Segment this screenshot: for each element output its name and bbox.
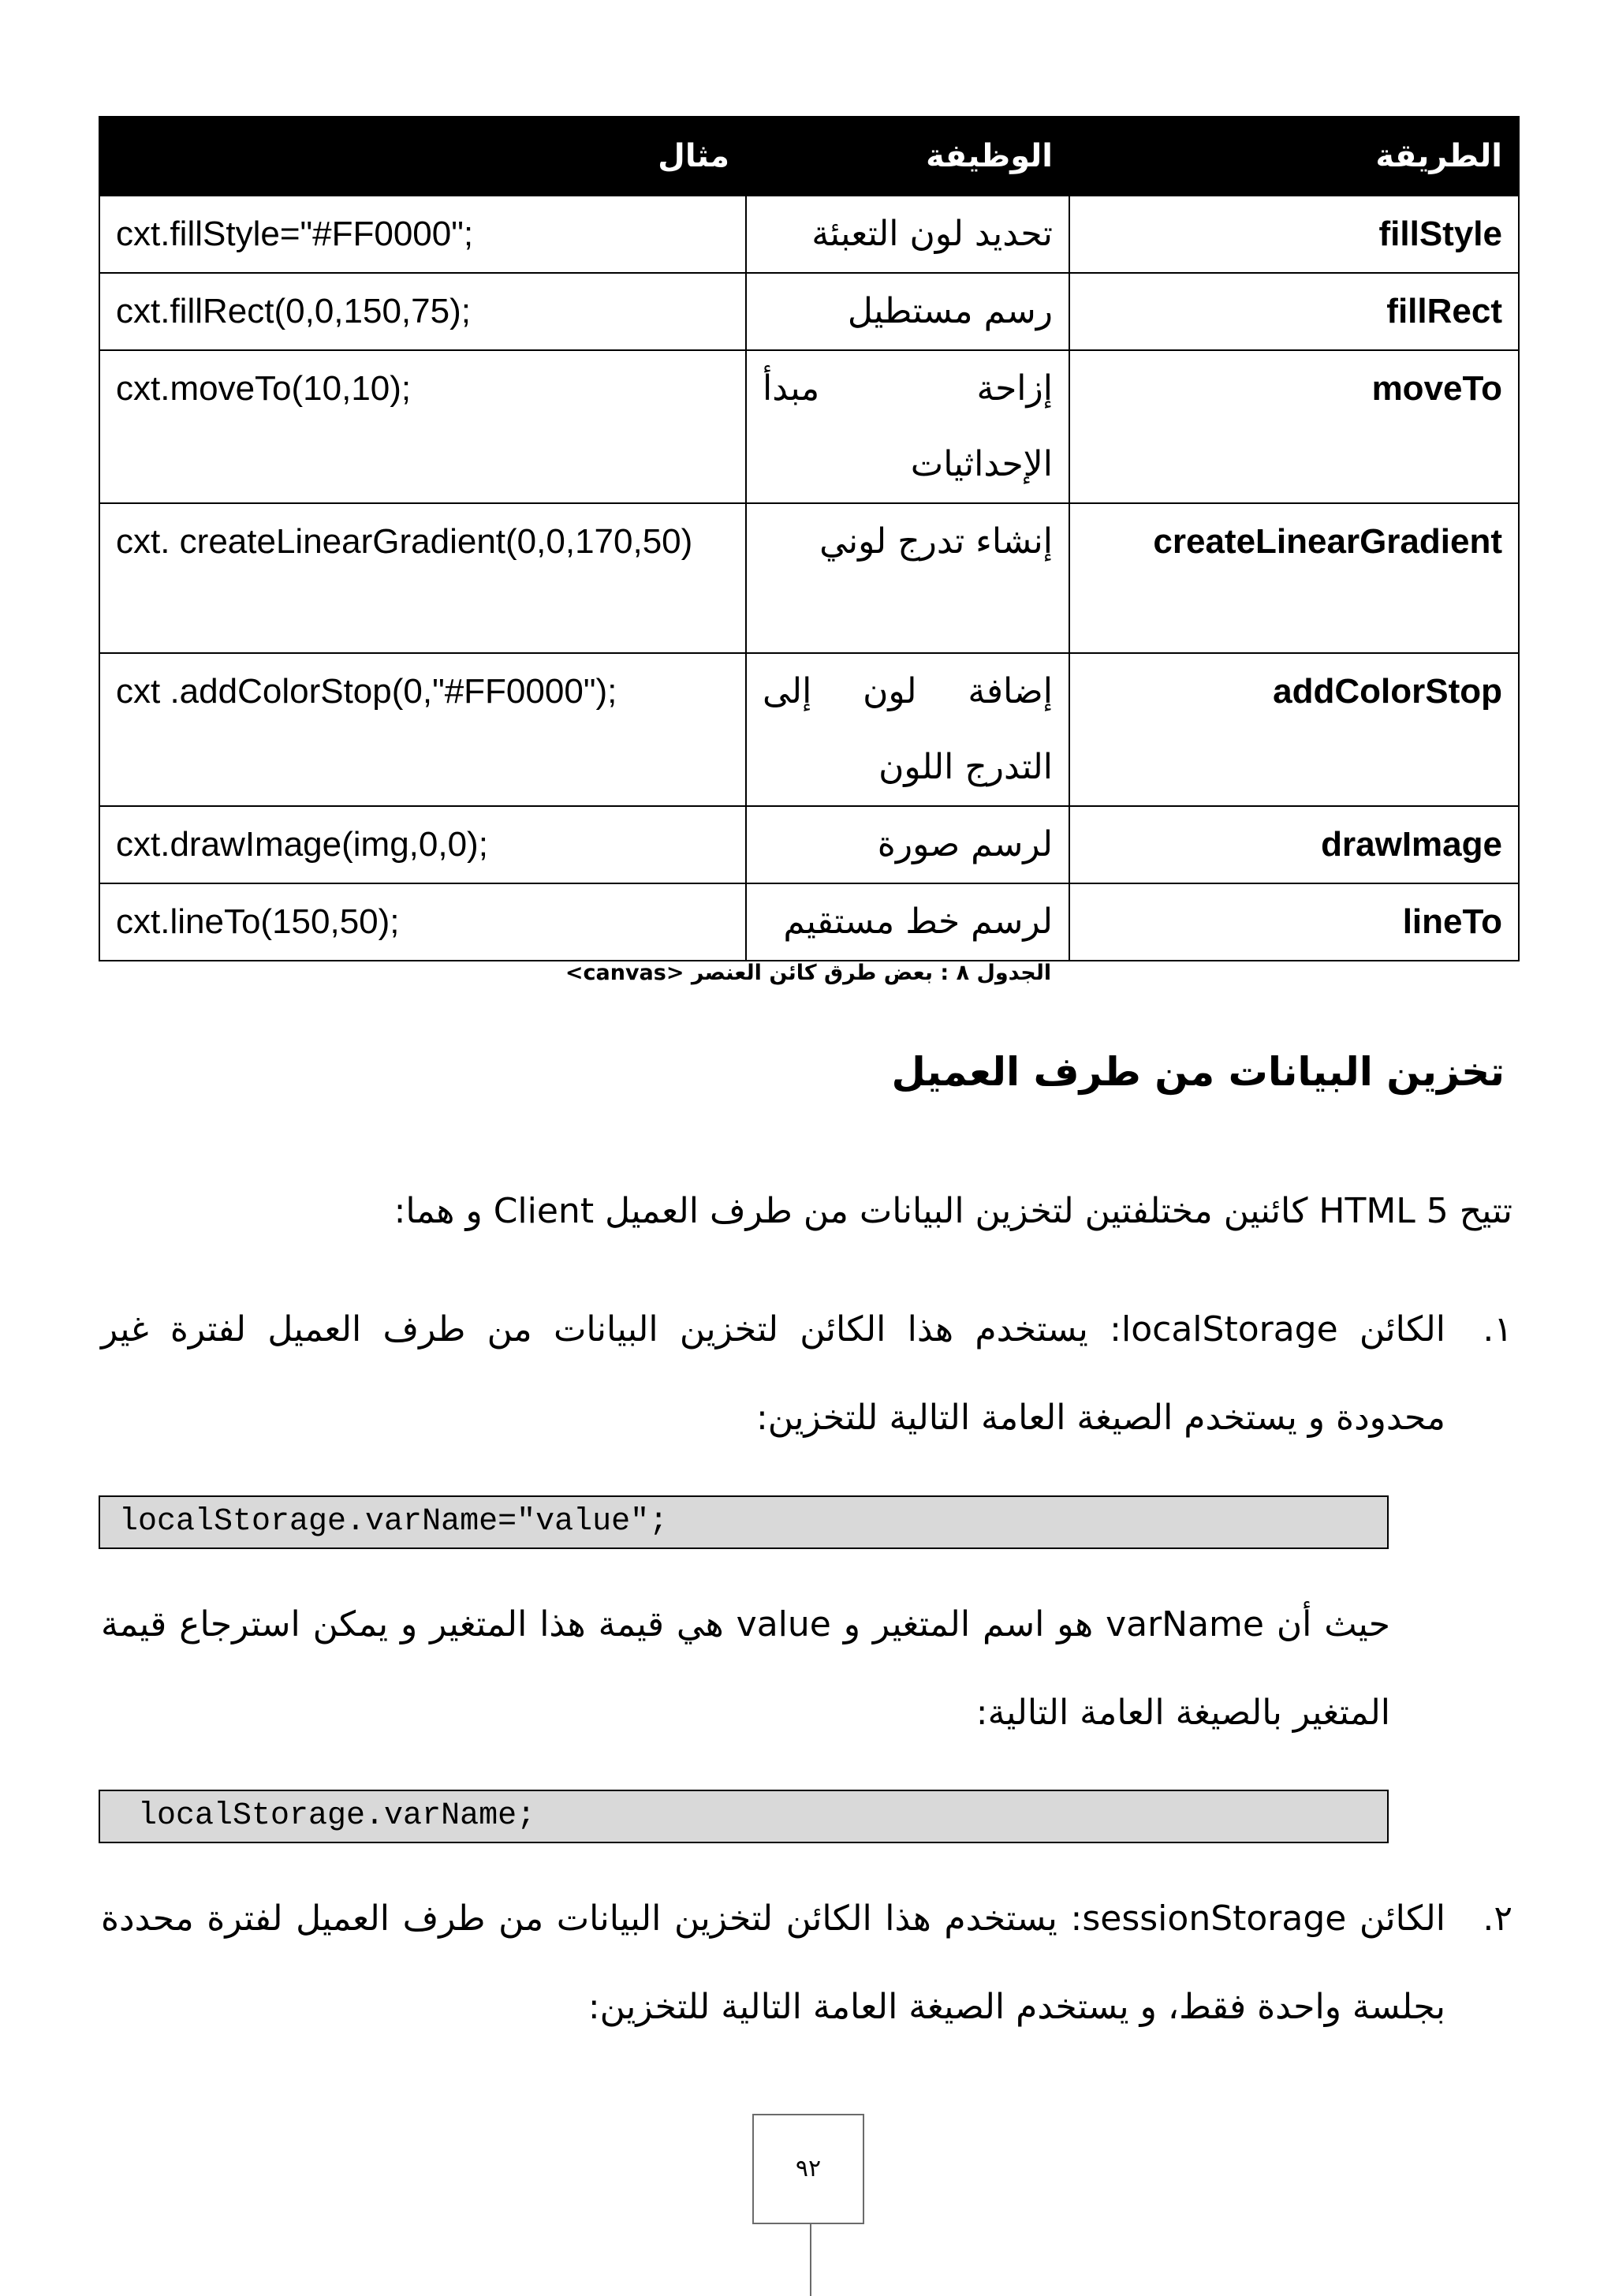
header-function: الوظيفة (746, 117, 1069, 196)
table-row (99, 806, 1519, 883)
function-cell: تحديد لون التعبئة (746, 196, 1069, 273)
example-cell: cxt.fillStyle="#FF0000"; (99, 196, 746, 273)
intro-paragraph: تتيح HTML 5 كائنين مختلفتين لتخزين البيانات من طرف العميل Client و هما: (393, 1191, 1512, 1231)
example-cell: cxt.lineTo(150,50); (99, 883, 746, 961)
table-row (99, 503, 1519, 653)
function-cell: لرسم خط مستقيم (746, 883, 1069, 961)
header-method: الطريقة (1069, 117, 1519, 196)
example-cell: cxt .addColorStop(0,"#FF0000"); (99, 653, 746, 806)
table-row (99, 883, 1519, 961)
list-item-2 (101, 1875, 1512, 2051)
method-cell: drawImage (1069, 806, 1519, 883)
page-number-line (810, 2224, 811, 2296)
table-row (99, 273, 1519, 350)
code-block: localStorage.varName; (99, 1790, 1389, 1843)
function-cell: لرسم صورة (746, 806, 1069, 883)
method-cell: fillRect (1069, 273, 1519, 350)
method-cell: moveTo (1069, 350, 1519, 503)
list-item-1 (101, 1286, 1512, 1462)
function-cell: رسم مستطيل (746, 273, 1069, 350)
section-heading: تخزين البيانات من طرف العميل (891, 1049, 1505, 1095)
function-cell: إنشاء تدرج لوني (746, 503, 1069, 653)
page-number: ٩٢ (752, 2114, 864, 2224)
function-cell: إزاحة مبدأ الإحداثيات (746, 350, 1069, 503)
function-cell: إضافة لون إلى التدرج اللون (746, 653, 1069, 806)
example-cell: cxt.moveTo(10,10); (99, 350, 746, 503)
list-item-text: الكائن sessionStorage: يستخدم هذا الكائن لتخزين البيانات من طرف العميل لفترة محددة بجلسة واحدة فقط، و يستخدم الصيغة العامة التالية للتخزين: (101, 1898, 1446, 2027)
table-header-row (99, 117, 1519, 196)
header-example: مثال (99, 117, 746, 196)
table-caption: الجدول ٨ : بعض طرق كائن العنصر <canvas> (565, 961, 1052, 985)
list-number: ٢. (1483, 1898, 1512, 1939)
example-cell: cxt.drawImage(img,0,0); (99, 806, 746, 883)
code-block: localStorage.varName="value"; (99, 1495, 1389, 1549)
explanation-paragraph: حيث أن varName هو اسم المتغير و value هي قيمة هذا المتغير و يمكن استرجاع قيمة المتغير بالصيغة العامة التالية: (101, 1604, 1390, 1733)
list-number: ١. (1483, 1309, 1512, 1350)
list-item-text: الكائن localStorage: يستخدم هذا الكائن لتخزين البيانات من طرف العميل لفترة غير محدودة و يستخدم الصيغة العامة التالية للتخزين: (101, 1309, 1446, 1438)
example-cell: cxt. createLinearGradient(0,0,170,50) (99, 503, 746, 653)
method-cell: fillStyle (1069, 196, 1519, 273)
example-cell: cxt.fillRect(0,0,150,75); (99, 273, 746, 350)
table-row (99, 350, 1519, 503)
method-cell: createLinearGradient (1069, 503, 1519, 653)
table-row (99, 196, 1519, 273)
method-cell: lineTo (1069, 883, 1519, 961)
canvas-methods-table (99, 116, 1520, 961)
table-row (99, 653, 1519, 806)
method-cell: addColorStop (1069, 653, 1519, 806)
